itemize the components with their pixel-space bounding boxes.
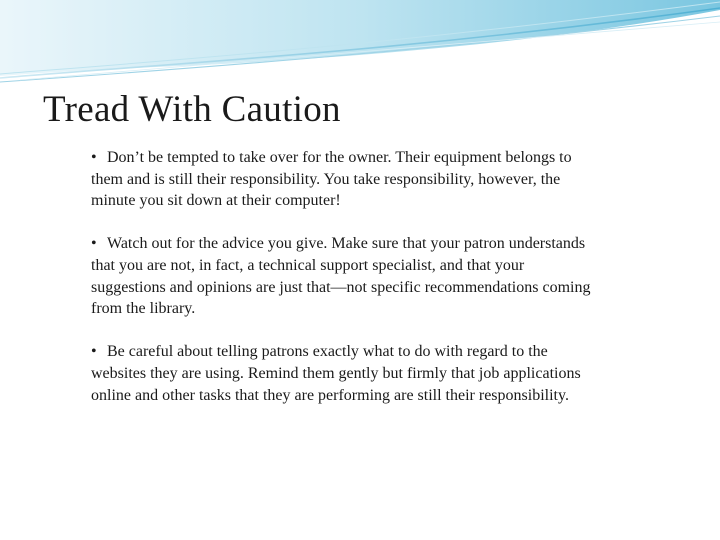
bullet-text: Don’t be tempted to take over for the owner. Their equipment belongs to them and is still their responsibility. You take responsibility, however, the minute you sit down at their computer! (91, 149, 572, 210)
bullet-text: Watch out for the advice you give. Make sure that your patron understands that you are not, in fact, a technical support specialist, and that your suggestions and opinions are just that—not specific recommendations coming from the library. (91, 235, 591, 318)
bullet-marker: • (91, 235, 97, 253)
bullet-text: Be careful about telling patrons exactly what to do with regard to the websites they are using. Remind them gently but firmly that job applications online and other tasks that they are performing are still their responsibility. (91, 343, 581, 404)
bullet-item (91, 147, 591, 212)
bullet-marker: • (91, 149, 97, 166)
bullet-item (91, 233, 591, 319)
bullet-list (91, 147, 591, 406)
slide-title: Tread With Caution (43, 89, 341, 130)
wave-fill (0, 0, 720, 76)
decorative-wave-banner (0, 0, 720, 90)
bullet-item (91, 341, 591, 406)
bullet-marker: • (91, 343, 97, 361)
